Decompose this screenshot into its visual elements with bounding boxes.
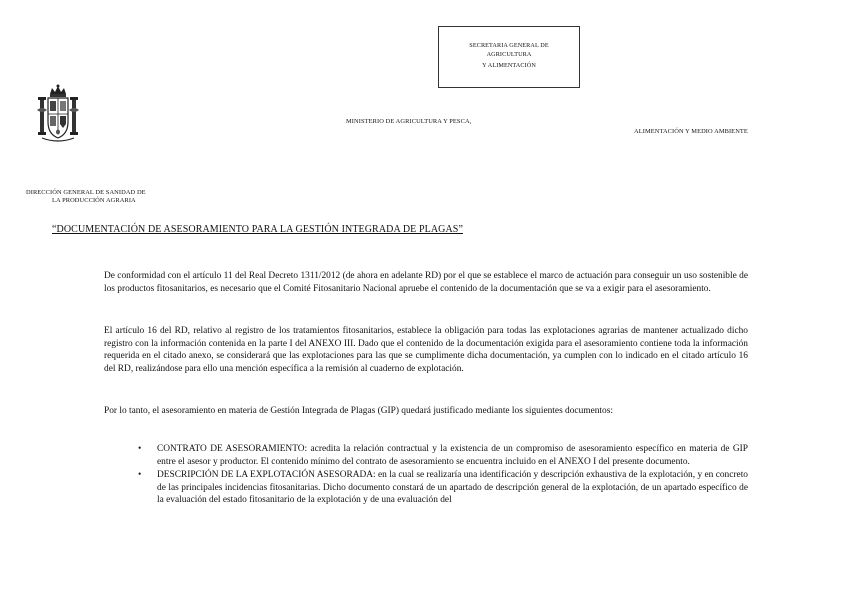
- spanish-coat-of-arms-icon: [36, 84, 80, 144]
- list-item: [138, 443, 748, 468]
- secretaria-general-box: [438, 26, 580, 88]
- list-item: [138, 469, 748, 507]
- direccion-general-line2: LA PRODUCCIÓN AGRARIA: [52, 197, 136, 204]
- document-title: “DOCUMENTACIÓN DE ASESORAMIENTO PARA LA GESTIÓN INTEGRADA DE PLAGAS”: [52, 224, 464, 235]
- secretaria-line: SECRETARIA GENERAL DE: [469, 42, 549, 49]
- paragraph-3: Por lo tanto, el asesoramiento en materia de Gestión Integrada de Plagas (GIP) quedará justificado mediante los siguientes documentos:: [104, 406, 613, 416]
- secretaria-line: Y ALIMENTACIÓN: [482, 62, 536, 69]
- paragraph-1: De conformidad con el artículo 11 del Real Decreto 1311/2012 (de ahora en adelante RD) por el que se establece el marco de actuación para conseguir un uso sostenible de los productos fitosanitarios, es necesario que el Comité Fitosanitario Nacional apruebe el contenido de la documentación que se va a exigir para el asesoramiento.: [104, 271, 748, 294]
- bullet-heading: DESCRIPCIÓN DE LA EXPLOTACIÓN ASESORADA:: [157, 470, 376, 481]
- bullet-marker: •: [138, 444, 142, 454]
- direccion-general-line1: DIRECCIÓN GENERAL DE SANIDAD DE: [26, 189, 146, 196]
- bullet-text: acredita la relación contractual y la existencia de un compromiso de asesoramiento específico en materia de GIP entre el asesor y productor. El contenido mínimo del contrato de asesoramiento se encuentra incluido en el ANEXO I del presente documento.: [157, 444, 748, 467]
- ministerio-text-continued: ALIMENTACIÓN Y MEDIO AMBIENTE: [634, 128, 748, 135]
- ministerio-text: MINISTERIO DE AGRICULTURA Y PESCA,: [346, 118, 472, 125]
- paragraph-2: El artículo 16 del RD, relativo al registro de los tratamientos fitosanitarios, establece la obligación para todas las explotaciones agrarias de mantener actualizado dicho registro con la información contenida en la parte I del ANEXO III. Dado que el contenido de la documentación exigida para el asesoramiento contiene toda la información requerida en el citado anexo, se considerará que las explotaciones para las que se cumplimente dicha documentación, ya cumplen con lo indicado en el citado artículo 16 del RD, realizándose para ello una mención específica a la remisión al cuaderno de explotación.: [104, 326, 748, 374]
- secretaria-line: AGRICULTURA: [486, 51, 532, 58]
- bullet-heading: CONTRATO DE ASESORAMIENTO:: [157, 444, 308, 454]
- bullet-marker: •: [138, 470, 142, 481]
- bullet-text: en la cual se realizaría una identificación y descripción exhaustiva de la explotación, y en concreto de las principales incidencias fitosanitarias. Dicho documento constará de un apartado de descripción general de la explotación, de un apartado específico de la evaluación del estado fitosanitario de la explotación y de una evaluación del: [157, 470, 748, 506]
- bullet-list: [138, 443, 748, 508]
